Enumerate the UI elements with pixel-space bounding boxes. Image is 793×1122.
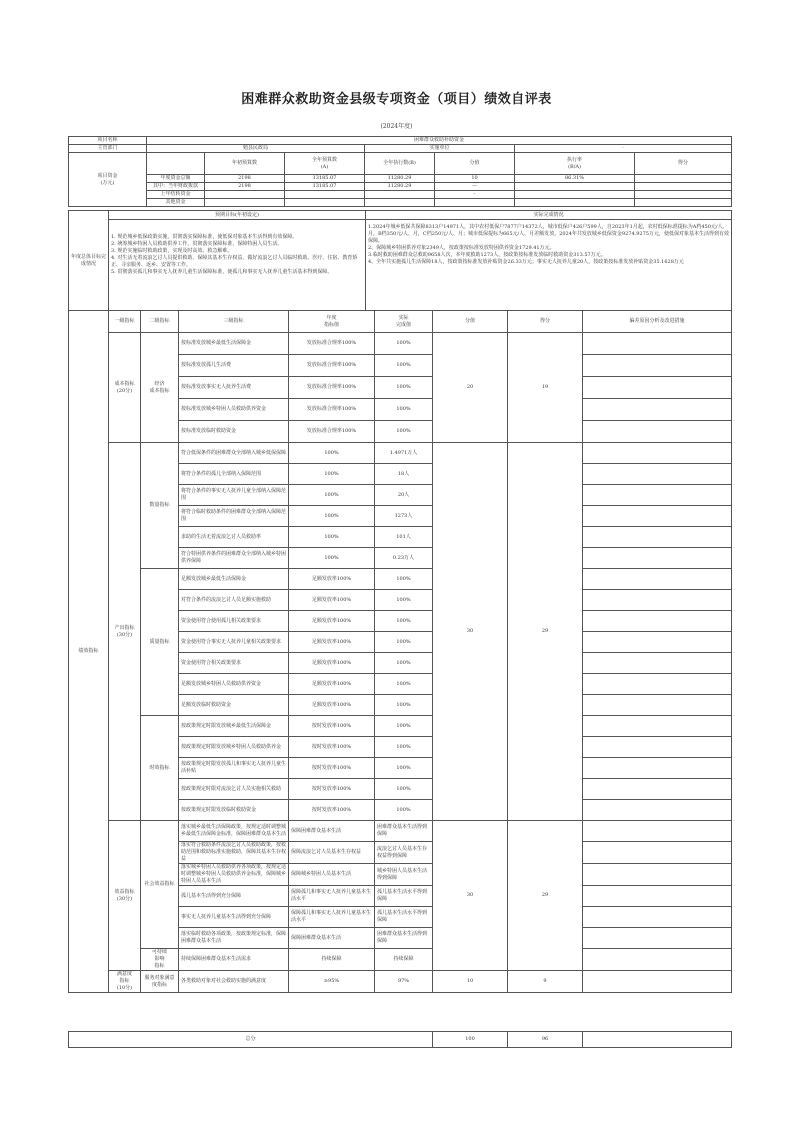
indicator-actual: 1.4971万人 xyxy=(375,443,433,464)
level3-indicator: 符合低保条件的困难群众全部纳入城乡低保保障 xyxy=(179,443,289,464)
fund-score-value xyxy=(435,199,515,207)
indicator-row xyxy=(69,821,732,842)
fund-score xyxy=(635,183,732,191)
total-score-value: 100 xyxy=(433,1032,508,1048)
indicator-actual: 18人 xyxy=(375,464,433,485)
level3-indicator: 资金使用符合相关政策要求 xyxy=(179,653,289,674)
level3-indicator: 将符合条件的事实无人抚养儿童全部纳入保障范围 xyxy=(179,485,289,506)
fund-initial xyxy=(205,191,285,199)
indicator-actual: 100% xyxy=(375,800,433,821)
indicator-row xyxy=(69,949,732,971)
fund-score-value: - xyxy=(435,191,515,199)
group-score-value: 10 xyxy=(433,971,508,993)
indicator-actual: 100% xyxy=(375,653,433,674)
project-info-table xyxy=(68,136,732,207)
indicators-header-row xyxy=(69,311,732,333)
deviation-analysis xyxy=(583,527,732,548)
level3-indicator: 按政策规定时限发放临时救助资金 xyxy=(179,800,289,821)
indicator-row xyxy=(69,716,732,737)
fund-score xyxy=(635,175,732,183)
deviation-analysis xyxy=(583,737,732,758)
indicator-target: 保障孤儿和事实无人抚养儿童基本生活水平 xyxy=(289,907,375,928)
deviation-analysis xyxy=(583,333,732,355)
level3-indicator: 求助的生活无着流浪乞讨人员救助率 xyxy=(179,527,289,548)
fund-executed xyxy=(365,191,435,199)
deviation-analysis xyxy=(583,928,732,949)
indicator-target: 按时发放率100% xyxy=(289,758,375,779)
level1-indicator: 效益指标 (30分) xyxy=(109,821,141,971)
indicator-actual: 困难群众基本生活得到保障 xyxy=(375,928,433,949)
deviation-analysis xyxy=(583,464,732,485)
project-name-label: 项目名称 xyxy=(69,137,147,145)
funds-row xyxy=(69,191,732,199)
level1-indicator: 成本指标 (20分) xyxy=(109,333,141,443)
deviation-analysis xyxy=(583,506,732,527)
indicators-header: 年度 指标值 xyxy=(289,311,375,333)
deviation-analysis xyxy=(583,399,732,421)
actual-header: 实际完成情况 xyxy=(366,211,732,220)
group-score-value: 30 xyxy=(433,821,508,971)
deviation-analysis xyxy=(583,758,732,779)
level1-indicator: 产出指标 (30分) xyxy=(109,443,141,821)
deviation-analysis xyxy=(583,653,732,674)
indicator-actual: 1273人 xyxy=(375,506,433,527)
indicator-actual: 100% xyxy=(375,590,433,611)
indicator-target: 发放标准合规率100% xyxy=(289,355,375,377)
indicator-target: 足额发放率100% xyxy=(289,695,375,716)
group-score: 9 xyxy=(508,971,583,993)
dept-value: 勉县民政局 xyxy=(147,145,365,153)
indicators-table xyxy=(68,310,732,993)
indicators-header: 实际 完成值 xyxy=(375,311,433,333)
objectives-label: 年度总体目标完成情况 xyxy=(69,211,109,311)
deviation-analysis xyxy=(583,421,732,443)
fund-initial: 2198 xyxy=(205,175,285,183)
indicator-target: 足额发放率100% xyxy=(289,590,375,611)
indicator-actual: 持续保障 xyxy=(375,949,433,971)
funds-row xyxy=(69,183,732,191)
fund-score-value: — xyxy=(435,183,515,191)
level3-indicator: 落实临时救助各项政策，按政策规定标准，保障困难群众基本生活 xyxy=(179,928,289,949)
fund-rate: 86.31% xyxy=(515,175,635,183)
level2-indicator: 质量指标 xyxy=(141,569,179,716)
level3-indicator: 孤儿基本生活得到充分保障 xyxy=(179,886,289,907)
level3-indicator: 按政策规定时限对流浪乞讨人员实施相关救助 xyxy=(179,779,289,800)
deviation-analysis xyxy=(583,779,732,800)
indicator-actual: 困难群众基本生活得到保障 xyxy=(375,821,433,842)
fund-rate xyxy=(515,183,635,191)
indicator-target: 保障困难群众基本生活 xyxy=(289,928,375,949)
level3-indicator: 按标准发放事实无人抚养生活费 xyxy=(179,377,289,399)
level2-indicator: 可持续 影响 指标 xyxy=(141,949,179,971)
indicators-header: 一级指标 xyxy=(109,311,141,333)
indicator-actual: 100% xyxy=(375,611,433,632)
indicator-target: 100% xyxy=(289,506,375,527)
deviation-analysis xyxy=(583,590,732,611)
indicator-row xyxy=(69,971,732,993)
indicator-actual: 100% xyxy=(375,355,433,377)
deviation-analysis xyxy=(583,716,732,737)
fund-annual xyxy=(285,191,365,199)
level3-indicator: 落实城乡最低生活保障政策，按规定适时调整城乡最低生活保障金标准，保障困难群众基本生活 xyxy=(179,821,289,842)
deviation-analysis xyxy=(583,443,732,464)
level3-indicator: 按标准发放城乡特困人员救助供养资金 xyxy=(179,399,289,421)
deviation-analysis xyxy=(583,377,732,399)
deviation-analysis xyxy=(583,569,732,590)
level3-indicator: 足额发放城乡最低生活保障金 xyxy=(179,569,289,590)
level3-indicator: 按政策规定时限发放孤儿和事实无人抚养儿童生活补贴 xyxy=(179,758,289,779)
indicator-actual: 100% xyxy=(375,333,433,355)
indicator-target: 足额发放率100% xyxy=(289,569,375,590)
fund-annual: 13185.07 xyxy=(285,183,365,191)
indicator-target: 按时发放率100% xyxy=(289,716,375,737)
level3-indicator: 将符合临时救助条件的困难群众全部纳入保障范围 xyxy=(179,506,289,527)
indicator-actual: 100% xyxy=(375,758,433,779)
funds-header: 全年预算数 (A) xyxy=(285,153,365,175)
indicator-target: 发放标准合规率100% xyxy=(289,421,375,443)
impl-label: 实施单位 xyxy=(365,145,515,153)
fund-name: 其他资金 xyxy=(147,199,205,207)
group-score-value: 30 xyxy=(433,443,508,821)
level3-indicator: 按政策规定时限发放城乡最低生活保障金 xyxy=(179,716,289,737)
report-year: (2024年度) xyxy=(380,123,413,130)
fund-score xyxy=(635,191,732,199)
indicator-target: 足额发放率100% xyxy=(289,611,375,632)
deviation-analysis xyxy=(583,548,732,569)
indicator-actual: 100% xyxy=(375,399,433,421)
group-score: 29 xyxy=(508,821,583,971)
indicator-actual: 100% xyxy=(375,716,433,737)
indicator-target: 100% xyxy=(289,548,375,569)
indicator-target: 保障城乡特困人员基本生活 xyxy=(289,864,375,886)
indicators-header: 三级指标 xyxy=(179,311,289,333)
indicator-actual: 20人 xyxy=(375,485,433,506)
level3-indicator: 落实符合救助条件流浪乞讨人员救助政策，按救助范围和救助标准实施救助，保障其基本生存权益 xyxy=(179,842,289,864)
indicator-row xyxy=(69,333,732,355)
objectives-table xyxy=(68,210,732,311)
indicator-target: 按时发放率100% xyxy=(289,800,375,821)
level2-indicator: 经济 成本指标 xyxy=(141,333,179,443)
indicator-target: 100% xyxy=(289,464,375,485)
indicator-target: 100% xyxy=(289,485,375,506)
deviation-analysis xyxy=(583,695,732,716)
indicator-target: 足额发放率100% xyxy=(289,653,375,674)
indicator-row xyxy=(69,569,732,590)
fund-rate xyxy=(515,191,635,199)
deviation-analysis xyxy=(583,355,732,377)
indicator-actual: 100% xyxy=(375,695,433,716)
expected-header: 预期目标(年初设定) xyxy=(109,211,366,220)
indicator-actual: 100% xyxy=(375,737,433,758)
project-name-value: 困难群众救助补助资金 xyxy=(147,137,732,145)
level3-indicator: 各类救助对象对社会救助实施的满意度 xyxy=(179,971,289,993)
indicators-header: 偏差原因分析及改进措施 xyxy=(583,311,732,333)
indicator-actual: 100% xyxy=(375,377,433,399)
indicator-actual: 孤儿基本生活水平得到保障 xyxy=(375,886,433,907)
level3-indicator: 资金使用符合使用孤儿相关政策要求 xyxy=(179,611,289,632)
indicator-target: 发放标准合规率100% xyxy=(289,399,375,421)
impl-value: · xyxy=(515,145,732,153)
level3-indicator: 按政策规定时限发放城乡特困人员救助供养金 xyxy=(179,737,289,758)
indicator-target: 持续保障 xyxy=(289,949,375,971)
funds-row xyxy=(69,175,732,183)
fund-score-value: 10 xyxy=(435,175,515,183)
deviation-analysis xyxy=(583,886,732,907)
deviation-analysis xyxy=(583,611,732,632)
indicator-target: 100% xyxy=(289,443,375,464)
level3-indicator: 对符合条件的流浪乞讨人员足额实施救助 xyxy=(179,590,289,611)
fund-rate xyxy=(515,199,635,207)
level3-indicator: 足额发放城乡特困人员救助供养资金 xyxy=(179,674,289,695)
indicators-section-label: 绩效指标 xyxy=(69,311,109,993)
fund-score xyxy=(635,199,732,207)
fund-name: 其中：当年财政拨款 xyxy=(147,183,205,191)
indicator-target: 按时发放率100% xyxy=(289,779,375,800)
indicator-target: 发放标准合规率100% xyxy=(289,377,375,399)
deviation-analysis xyxy=(583,971,732,993)
level3-indicator: 足额发放临时救助资金 xyxy=(179,695,289,716)
indicator-target: 足额发放率100% xyxy=(289,632,375,653)
level3-indicator: 按标准发放城乡最低生活保障金 xyxy=(179,333,289,355)
funds-label: 项目资金 (万元) xyxy=(69,153,147,207)
deviation-analysis xyxy=(583,800,732,821)
level2-indicator: 数量指标 xyxy=(141,443,179,569)
indicator-target: 100% xyxy=(289,527,375,548)
level3-indicator: 持续保障困难群众基本生活需求 xyxy=(179,949,289,971)
fund-name: 上年结转资金 xyxy=(147,191,205,199)
level3-indicator: 将符合条件的孤儿全部纳入保障范围 xyxy=(179,464,289,485)
indicator-actual: 孤儿基本生活水平得到保障 xyxy=(375,907,433,928)
level2-indicator: 社会效益指标 xyxy=(141,821,179,949)
deviation-analysis xyxy=(583,864,732,886)
deviation-analysis xyxy=(583,842,732,864)
group-score: 19 xyxy=(508,333,583,443)
indicator-actual: 0.23万人 xyxy=(375,548,433,569)
indicators-header: 分值 xyxy=(433,311,508,333)
level3-indicator: 事实无人抚养儿童基本生活得到充分保障 xyxy=(179,907,289,928)
indicator-actual: 101人 xyxy=(375,527,433,548)
fund-executed xyxy=(365,199,435,207)
fund-executed: 11280.29 xyxy=(365,175,435,183)
total-table xyxy=(68,1031,732,1048)
level3-indicator: 按标准发放孤儿生活费 xyxy=(179,355,289,377)
indicator-actual: 100% xyxy=(375,632,433,653)
level3-indicator: 落实城乡特困人员救助供养各项政策，按规定适时调整城乡特困人员救助供养金标准，保障城乡特困人员基本生活 xyxy=(179,864,289,886)
page-title: 困难群众救助资金县级专项资金（项目）绩效自评表 xyxy=(241,92,552,107)
total-remark xyxy=(583,1032,732,1048)
deviation-analysis xyxy=(583,821,732,842)
indicator-row xyxy=(69,443,732,464)
level2-indicator: 服务对象满意度指标 xyxy=(141,971,179,993)
total-score: 96 xyxy=(508,1032,583,1048)
fund-annual: 13185.07 xyxy=(285,175,365,183)
funds-header: 年初预算数 xyxy=(205,153,285,175)
dept-label: 主管部门 xyxy=(69,145,147,153)
indicator-actual: 城乡特困人员基本生活得到保障 xyxy=(375,864,433,886)
deviation-analysis xyxy=(583,949,732,971)
indicator-actual: 100% xyxy=(375,779,433,800)
indicator-target: 发放标准合规率100% xyxy=(289,333,375,355)
actual-results: 1.2024年城乡低保共保障8313户14971人，其中农村低保户7877户14372人，城市低保户426户599人，自2023年1月起，农村低保标准提标为A档450元/人、月，B档350元/人、月，C档250元/人、月；城市低保提标为665元/人、月差额发放，2024年共发放城乡低保资金9274.9275万元，使低保对象基本生活得到有效保障。 2、保障城乡特困供养对象2349人，按政策按标准发放特困供养资金1729.41万元。 3.临时救助困难群众总救助9658人次，本年度救助1273人，按政策按标准发放临时救助资金313.57万元。 4、全年共实施孤儿生活保障18人，按政策按标准发放补贴资金26.33万元；事实无人抚养儿童20人，按政策按标准发放补贴资金35.1628万元 xyxy=(366,220,732,311)
funds-header: 执行率 (B/A) xyxy=(515,153,635,175)
fund-executed: 11280.29 xyxy=(365,183,435,191)
fund-annual xyxy=(285,199,365,207)
indicator-target: 保障困难群众基本生活 xyxy=(289,821,375,842)
group-score-value: 20 xyxy=(433,333,508,443)
level3-indicator: 资金使用符合事实无人抚养儿童相关政策要求 xyxy=(179,632,289,653)
indicator-actual: 100% xyxy=(375,674,433,695)
funds-header: 全年执行数(B) xyxy=(365,153,435,175)
indicator-target: ≥95% xyxy=(289,971,375,993)
indicator-target: 足额发放率100% xyxy=(289,674,375,695)
fund-name: 年度资金总额 xyxy=(147,175,205,183)
deviation-analysis xyxy=(583,632,732,653)
indicators-header: 得分 xyxy=(508,311,583,333)
group-score: 29 xyxy=(508,443,583,821)
level3-indicator: 符合特困供养条件的困难群众全部纳入城乡特困供养保障 xyxy=(179,548,289,569)
total-label: 总分 xyxy=(69,1032,433,1048)
indicator-actual: 97% xyxy=(375,971,433,993)
blank-cell xyxy=(147,153,205,175)
indicators-header: 二级指标 xyxy=(141,311,179,333)
fund-initial xyxy=(205,199,285,207)
deviation-analysis xyxy=(583,674,732,695)
deviation-analysis xyxy=(583,485,732,506)
indicator-actual: 100% xyxy=(375,421,433,443)
level2-indicator: 时效指标 xyxy=(141,716,179,821)
indicator-target: 保障孤儿和事实无人抚养儿童基本生活水平 xyxy=(289,886,375,907)
indicator-actual: 100% xyxy=(375,569,433,590)
expected-objectives: 1. 规范城乡低保政策实施，贯彻落实保障标准，使低保对象基本生活得到有效保障。 2. 统筹城乡特困人员救助供养工作，贯彻落实保障标准，保障特困人员生活。 3. 规范实施临时救助政策，实现及时高效、救急解难。 4. 对生活无着流浪乞讨人员提供救助，保障其基本生存权益，做好流浪乞讨人员临时救助、医疗、住宿、教育矫正、寻亲服务、返乡、安置等工作。 5. 贯彻落实孤儿和事实无人抚养儿童生活保障标准，使孤儿和事实无人抚养儿童生活基本得到保障。 xyxy=(109,220,366,311)
funds-header: 得分 xyxy=(635,153,732,175)
indicator-target: 按时发放率100% xyxy=(289,737,375,758)
funds-header: 分值 xyxy=(435,153,515,175)
funds-row xyxy=(69,199,732,207)
fund-initial: 2198 xyxy=(205,183,285,191)
level3-indicator: 按标准发放临时救助资金 xyxy=(179,421,289,443)
indicator-target: 保障流浪乞讨人员基本生存权益 xyxy=(289,842,375,864)
deviation-analysis xyxy=(583,907,732,928)
indicator-actual: 流浪乞讨人员基本生存权益得到保障 xyxy=(375,842,433,864)
level1-indicator: 满意度 指标 (10分) xyxy=(109,971,141,993)
